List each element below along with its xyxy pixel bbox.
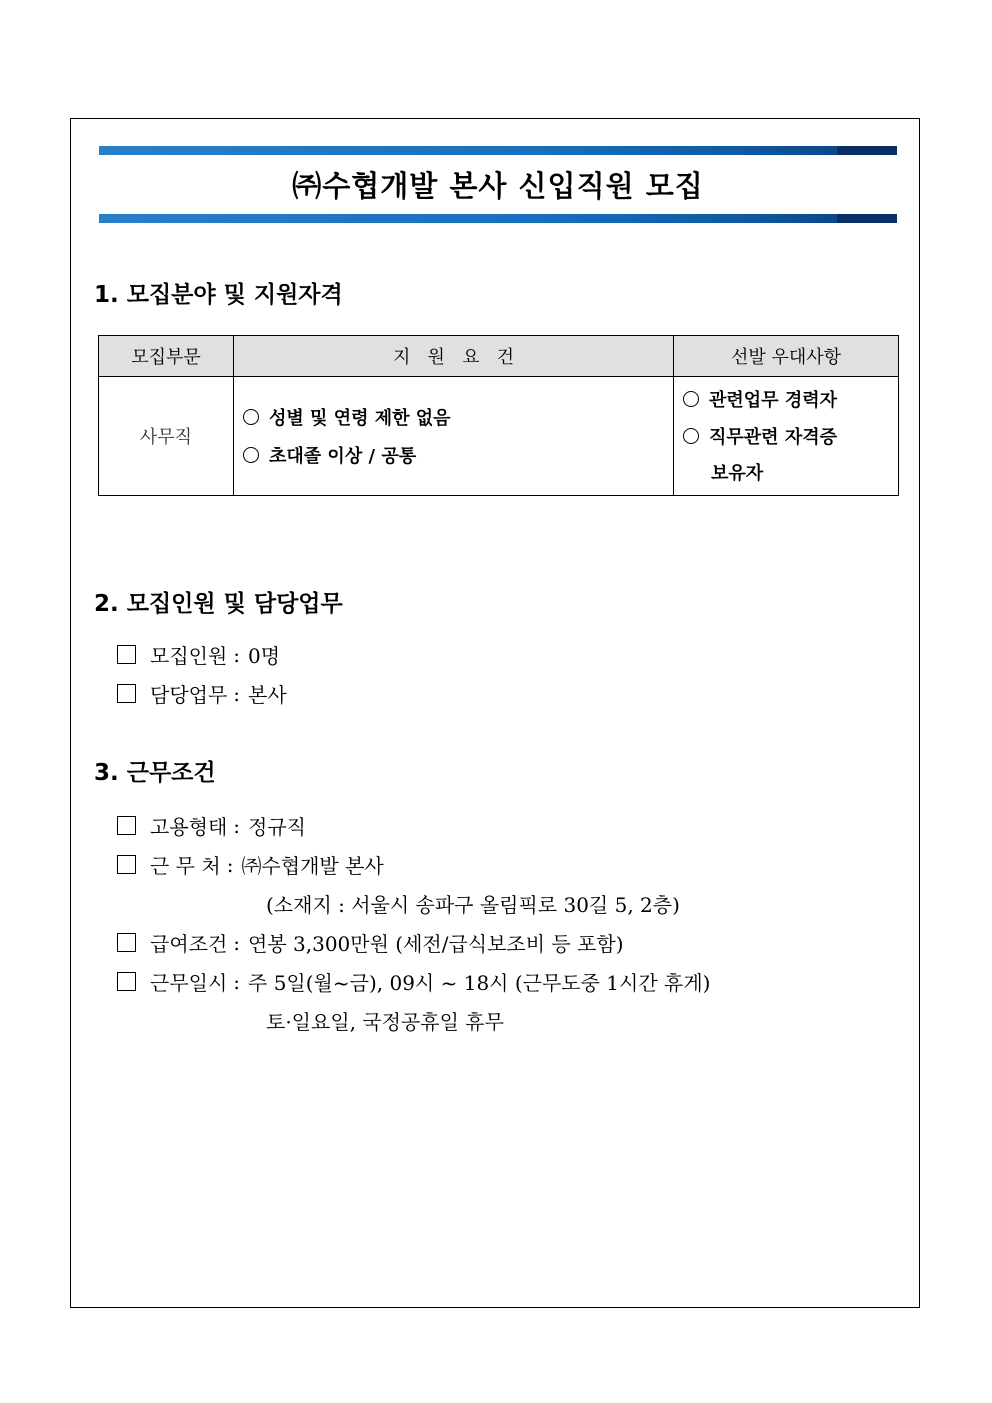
category-cell: 사무직 xyxy=(99,377,234,496)
preference-text: 관련업무 경력자 xyxy=(709,390,837,411)
section-1-title: 1. 모집분야 및 지원자격 xyxy=(94,282,343,308)
circle-bullet-icon xyxy=(683,428,699,444)
checkbox-square-icon xyxy=(117,933,136,952)
requirement-item xyxy=(235,398,672,436)
circle-bullet-icon xyxy=(683,391,699,407)
item-label: 급여조건 xyxy=(150,932,228,956)
header-requirements: 지 원 요 건 xyxy=(234,336,674,377)
item-label: 근무일시 xyxy=(150,971,228,995)
item-label: 모집인원 xyxy=(150,644,228,668)
item-label: 고용형태 xyxy=(150,815,228,839)
header-category: 모집부문 xyxy=(99,336,234,377)
item-value: 본사 xyxy=(248,683,287,707)
title-top-bar xyxy=(99,146,897,155)
list-item xyxy=(117,811,306,840)
colon-separator: : xyxy=(233,969,241,994)
preference-text: 직무관련 자격증 xyxy=(709,427,837,448)
item-value: 0명 xyxy=(248,644,281,668)
table-header-row xyxy=(99,336,899,377)
title-bottom-bar xyxy=(99,214,897,223)
preference-item xyxy=(675,381,897,418)
header-preferences: 선발 우대사항 xyxy=(674,336,899,377)
section-2-title: 2. 모집인원 및 담당업무 xyxy=(94,591,343,617)
circle-bullet-icon xyxy=(243,447,259,463)
item-value: 주 5일(월~금), 09시 ~ 18시 (근무도중 1시간 휴게) xyxy=(248,971,711,995)
colon-separator: : xyxy=(226,852,234,877)
workplace-address: (소재지 : 서울시 송파구 올림픽로 30길 5, 2층) xyxy=(266,893,680,917)
requirements-table xyxy=(98,335,899,496)
requirements-cell xyxy=(234,377,674,496)
list-item xyxy=(117,928,624,957)
checkbox-square-icon xyxy=(117,855,136,874)
requirement-text: 초대졸 이상 / 공통 xyxy=(269,446,417,467)
circle-bullet-icon xyxy=(243,409,259,425)
requirement-item xyxy=(235,436,672,474)
checkbox-square-icon xyxy=(117,645,136,664)
page-title: ㈜수협개발 본사 신입직원 모집 xyxy=(292,169,704,203)
colon-separator: : xyxy=(233,642,241,667)
preference-item xyxy=(675,418,897,455)
list-item xyxy=(117,640,280,669)
requirement-text: 성별 및 연령 제한 없음 xyxy=(269,408,451,429)
colon-separator: : xyxy=(233,813,241,838)
preference-continuation: 보유자 xyxy=(711,462,764,484)
list-item xyxy=(117,967,710,996)
item-value: 정규직 xyxy=(248,815,306,839)
checkbox-square-icon xyxy=(117,972,136,991)
item-value: 연봉 3,300만원 (세전/급식보조비 등 포함) xyxy=(248,932,624,956)
colon-separator: : xyxy=(233,681,241,706)
section-3-title: 3. 근무조건 xyxy=(94,760,216,786)
preferences-cell xyxy=(674,377,899,496)
item-label: 담당업무 xyxy=(150,683,228,707)
table-row xyxy=(99,377,899,496)
list-item xyxy=(117,850,384,879)
checkbox-square-icon xyxy=(117,684,136,703)
holiday-info: 토·일요일, 국정공휴일 휴무 xyxy=(266,1010,504,1034)
checkbox-square-icon xyxy=(117,816,136,835)
item-value: ㈜수협개발 본사 xyxy=(241,854,384,878)
item-label: 근 무 처 xyxy=(150,854,221,878)
list-item xyxy=(117,679,287,708)
colon-separator: : xyxy=(233,930,241,955)
